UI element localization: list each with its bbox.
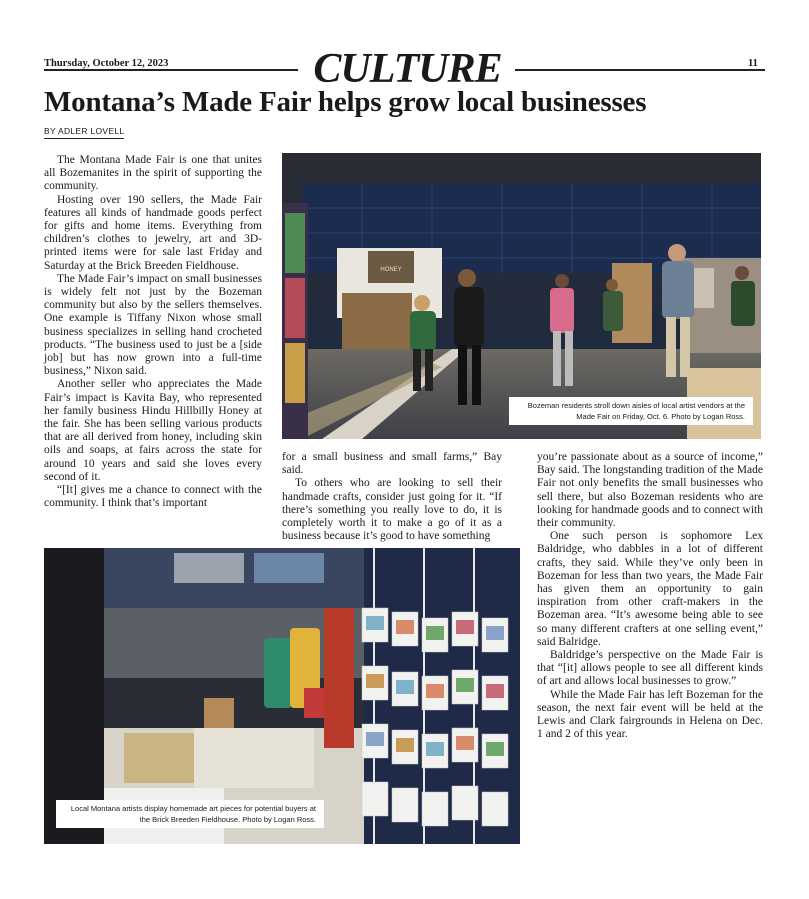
article-column-2: [282, 451, 502, 543]
article-headline: Montana’s Made Fair helps grow local businesses: [44, 86, 647, 118]
paragraph: Baldridge’s perspective on the Made Fair is that “[it] allows people to see all different kinds of art and allows local businesses to grow.”: [537, 649, 763, 688]
paragraph: for a small business and small farms,” Bay said.: [282, 451, 502, 477]
paragraph: Hosting over 190 sellers, the Made Fair features all kinds of handmade goods perfect for gifts and home items. Everything from children’s clothes to jewelry, art and 3D-printed items were for sale last Friday and Saturday at the Brick Breeden Fieldhouse.: [44, 193, 262, 272]
issue-date: Thursday, October 12, 2023: [44, 58, 169, 69]
article-column-3: [537, 451, 763, 741]
top-photo-caption: Bozeman residents stroll down aisles of local artist vendors at the Made Fair on Friday, Oct. 6. Photo by Logan Ross.: [509, 397, 753, 425]
paragraph: While the Made Fair has left Bozeman for the season, the next fair event will be held at the Lewis and Clark fairgrounds in Helena on Dec. 1 and 2 of this year.: [537, 688, 763, 741]
masthead-rule-right: [515, 69, 765, 71]
masthead-rule-left: [44, 69, 298, 71]
top-photo: [282, 153, 761, 439]
bottom-photo-caption: Local Montana artists display homemade art pieces for potential buyers at the Brick Breeden Fieldhouse. Photo by Logan Ross.: [56, 800, 324, 828]
paragraph: Another seller who appreciates the Made Fair’s impact is Kavita Bay, who represented her family business Hindu Hillbilly Honey at the fair. She has been selling various products that are all derived from honey, including skin oils and soaps, at fairs across the state for around 10 years and said she loves every second of it.: [44, 378, 262, 483]
paragraph: The Montana Made Fair is one that unites all Bozemanites in the spirit of supporting the community.: [44, 154, 262, 193]
booth-sign-text: HONEY: [380, 267, 402, 273]
paragraph: To others who are looking to sell their handmade crafts, consider just going for it. “If there’s something you really love to do, it is completely worth it to make a go of it as a business because it’s good to have something: [282, 477, 502, 543]
page-number: 11: [748, 58, 758, 69]
article-byline: BY ADLER LOVELL: [44, 126, 124, 139]
paragraph: you’re passionate about as a source of income,” Bay said. The longstanding tradition of the Made Fair not only benefits the small businesses who sell there, but also Bozeman residents who are looking for handmade goods and to connect with their community.: [537, 451, 763, 530]
article-column-1: [44, 154, 262, 510]
bottom-photo: [44, 548, 520, 844]
paragraph: One such person is sophomore Lex Baldridge, who dabbles in a lot of different crafts, they said. While they’ve only been in Bozeman for less than two years, the Made Fair has given them an opportunity to gain inspiration from other craft-makers in the Bozeman area. “It’s awesome being able to see so many different crafters at one selling event,” said Balridge.: [537, 530, 763, 648]
section-title: CULTURE: [313, 46, 502, 92]
paragraph: “[It] gives me a chance to connect with the community. I think that’s important: [44, 484, 262, 510]
paragraph: The Made Fair’s impact on small businesses is widely felt not just by the Bozeman community but also by the sellers themselves. One example is Tiffany Nixon whose small business specializes in selling hand crocheted products. “The business used to just be a [side job] but has now grown into a full-time business,” Nixon said.: [44, 272, 262, 378]
